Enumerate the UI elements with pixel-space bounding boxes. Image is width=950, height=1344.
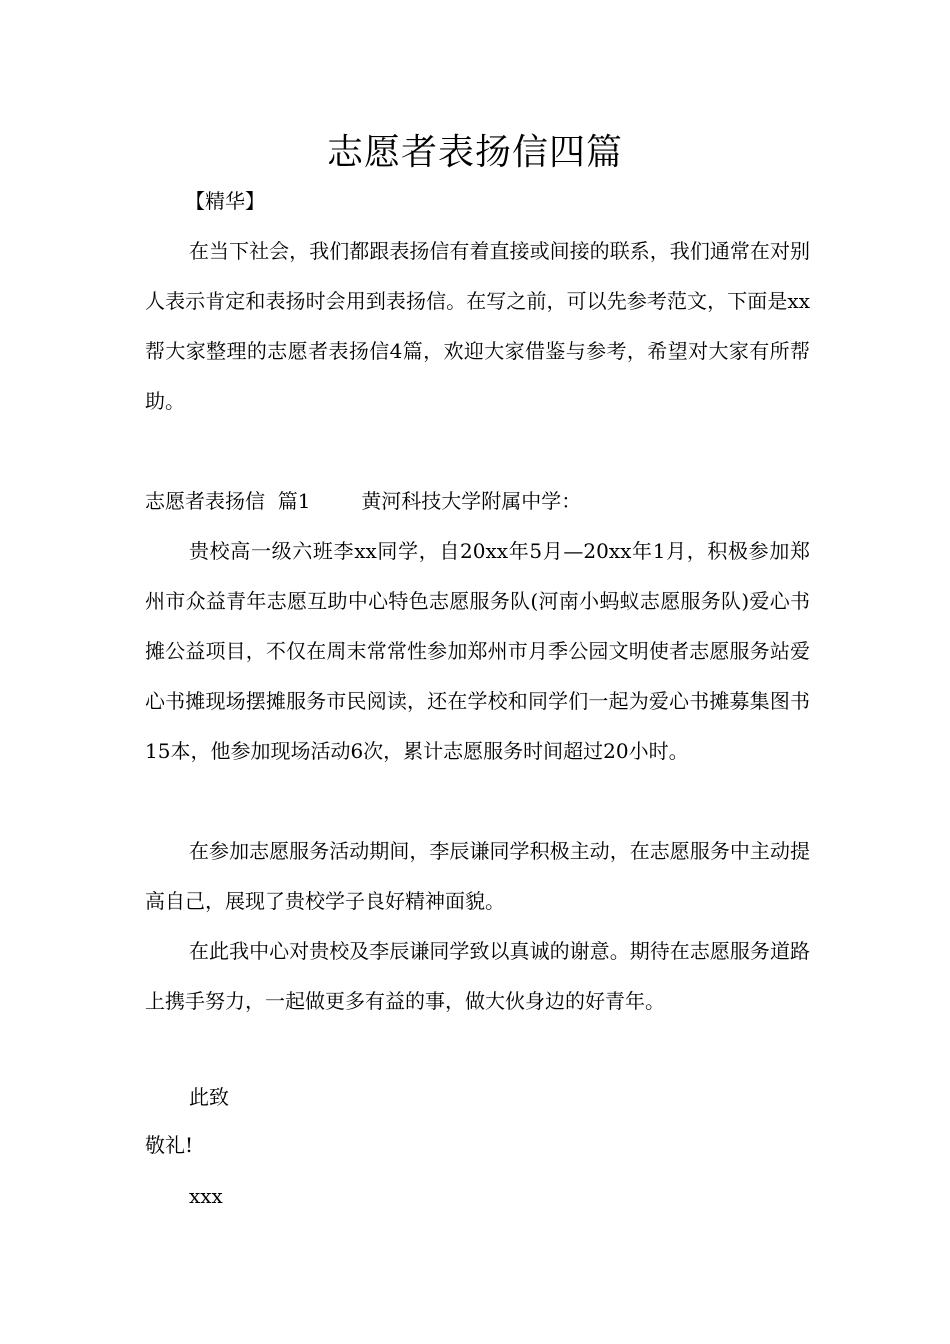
section-recipient: 黄河科技大学附属中学： — [361, 489, 582, 513]
signature: xxx — [189, 1184, 223, 1208]
intro-paragraph: 在当下社会，我们都跟表扬信有着直接或间接的联系，我们通常在对别人表示肯定和表扬时会用到表扬信。在写之前，可以先参考范文，下面是xx帮大家整理的志愿者表扬信4篇，欢迎大家借鉴与参考，希望对大家有所帮助。 — [145, 239, 810, 413]
body-paragraph-1: 贵校高一级六班李xx同学，自20xx年5月—20xx年1月，积极参加郑州市众益青年志愿互助中心特色志愿服务队(河南小蚂蚁志愿服务队)爱心书摊公益项目，不仅在周末常常性参加郑州市月季公园文明使者志愿服务站爱心书摊现场摆摊服务市民阅读，还在学校和同学们一起为爱心书摊募集图书15本，他参加现场活动6次，累计志愿服务时间超过20小时。 — [145, 539, 810, 763]
document-title: 志愿者表扬信四篇 — [326, 132, 623, 173]
section-heading-line — [145, 476, 581, 526]
body-paragraph-3: 在此我中心对贵校及李辰谦同学致以真诚的谢意。期待在志愿服务道路上携手努力，一起做更多有益的事，做大伙身边的好青年。 — [145, 939, 810, 1013]
section-heading: 志愿者表扬信 篇1 — [145, 489, 311, 513]
closing-salutation: 此致 — [189, 1085, 229, 1109]
closing-regards: 敬礼! — [145, 1133, 194, 1157]
featured-tag: 【精华】 — [185, 189, 265, 213]
body-paragraph-2: 在参加志愿服务活动期间，李辰谦同学积极主动，在志愿服务中主动提高自己，展现了贵校学子良好精神面貌。 — [145, 839, 810, 913]
